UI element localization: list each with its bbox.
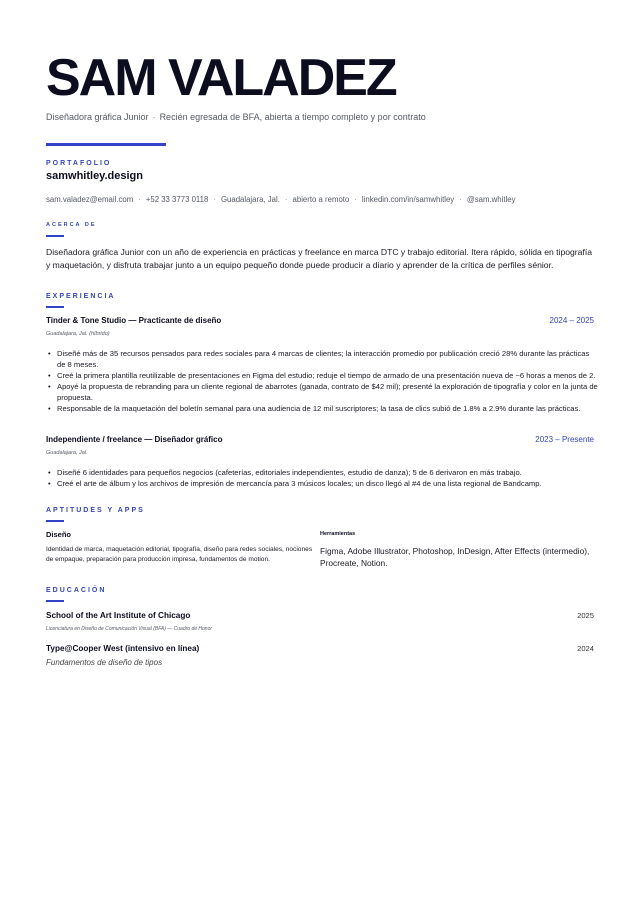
skills-underline: [46, 520, 64, 522]
summary-line: Recién egresada de BFA, abierta a tiempo completo y por contrato: [159, 112, 426, 122]
education-underline: [46, 600, 64, 602]
tagline: [46, 112, 426, 122]
education-school: School of the Art Institute of Chicago: [46, 611, 191, 620]
separator: ·: [284, 195, 288, 204]
tools-text: Figma, Adobe Illustrator, Photoshop, InDesign, After Effects (intermedio), Procreate, Notion.: [320, 546, 590, 568]
contact-phone: +52 33 3773 0118: [145, 195, 209, 204]
job-title: Tinder & Tone Studio — Practicante de diseño: [46, 316, 222, 325]
tools-heading: Herramientas: [320, 531, 356, 537]
design-skills-heading: Diseño: [46, 530, 72, 539]
separator: ·: [152, 112, 156, 122]
job-dates: 2024 – 2025: [549, 316, 594, 325]
list-item: • Diseñé 6 identidades para pequeños negocios (cafeterías, editoriales independientes, estudio de danza); 5 de 6 derivaron en más trabajo.: [48, 467, 598, 478]
separator: ·: [213, 195, 216, 204]
contact-email[interactable]: sam.valadez@email.com: [46, 195, 134, 204]
education-detail: Licenciatura en Diseño de Comunicación Visual (BFA) — Cuadro de Honor: [46, 626, 213, 632]
skills-heading: APTITUDES Y APPS: [46, 507, 145, 514]
list-item: • Diseñé más de 35 recursos pensados para redes sociales para 4 marcas de clientes; la interacción promedio por publicación creció 28% durante las prácticas de 8 meses.: [48, 348, 598, 370]
candidate-name: SAM VALADEZ: [46, 49, 396, 107]
role-title: Diseñadora gráfica Junior: [46, 112, 149, 122]
education-year: 2024: [577, 644, 594, 653]
job-location: Guadalajara, Jal.: [46, 450, 88, 456]
contact-location: Guadalajara, Jal.: [220, 195, 280, 204]
experience-underline: [46, 306, 64, 308]
job-dates: 2023 – Presente: [535, 435, 594, 444]
education-heading: EDUCACIÓN: [46, 587, 107, 594]
education-year: 2025: [577, 611, 594, 620]
job-location: Guadalajara, Jal. (híbrido): [46, 331, 110, 337]
about-text: Diseñadora gráfica Junior con un año de experiencia en prácticas y freelance en marca DTC y trabajo editorial. Itera rápido, sólida en tipografía y maquetación, y disfruta trabajar junto a un equipo pequeño donde puede producir a diario y aprender de la crítica de perfiles sénior.: [46, 247, 593, 270]
contact-availability: abierto a remoto: [292, 195, 350, 204]
education-detail: Fundamentos de diseño de tipos: [46, 658, 163, 667]
separator: ·: [459, 195, 462, 204]
job-title: Independiente / freelance — Diseñador gráfico: [46, 435, 223, 444]
portfolio-label: PORTAFOLIO: [46, 160, 112, 167]
contact-handle[interactable]: @sam.whitley: [466, 195, 516, 204]
job-bullets: [48, 348, 598, 414]
separator: ·: [354, 195, 357, 204]
portfolio-link[interactable]: samwhitley.design: [46, 170, 143, 182]
list-item: • Responsable de la maquetación del boletín semanal para una audiencia de 12 mil suscriptores; la tasa de clics subió de 1.8% a 2.9% durante las prácticas.: [48, 403, 598, 414]
about-underline: [46, 235, 64, 237]
design-skills-text: Identidad de marca, maquetación editorial, tipografía, diseño para redes sociales, nociones de empaque, preparación para producción impresa, fundamentos de motion.: [46, 546, 313, 563]
contact-linkedin[interactable]: linkedin.com/in/samwhitley: [361, 195, 455, 204]
separator: ·: [138, 195, 141, 204]
list-item: • Creé el arte de álbum y los archivos de impresión de mercancía para 3 músicos locales; un disco llegó al #4 de una lista regional de Bandcamp.: [48, 478, 598, 489]
contact-line: [46, 195, 515, 204]
list-item: • Creé la primera plantilla reutilizable de presentaciones en Figma del estudio; reduje el tiempo de armado de una presentación nueva de ~6 horas a menos de 2.: [48, 370, 598, 381]
education-school: Type@Cooper West (intensivo en línea): [46, 644, 200, 653]
job-bullets: [48, 467, 598, 489]
experience-heading: EXPERIENCIA: [46, 293, 116, 300]
list-item: • Apoyé la propuesta de rebranding para un cliente regional de abarrotes (ganada, contrato de $42 mil); presenté la exploración de tipografía y color en la junta de propuesta.: [48, 381, 598, 403]
about-heading: ACERCA DE: [46, 222, 97, 228]
accent-rule: [46, 143, 166, 146]
